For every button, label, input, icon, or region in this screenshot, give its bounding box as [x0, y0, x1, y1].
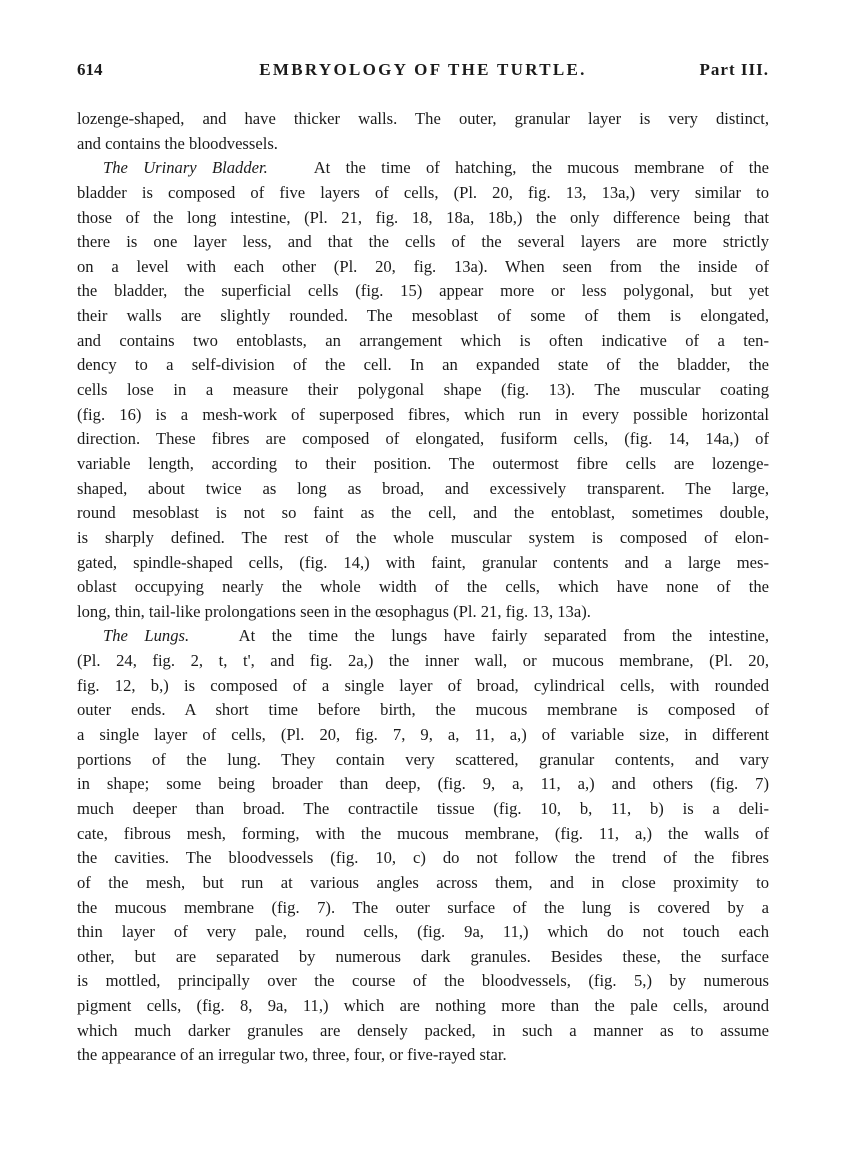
text-line-content: At the time of hatching, the mucous membrane of the: [313, 158, 769, 178]
text-line: oblast occupying nearly the whole width of the cells, which have none of the: [77, 577, 769, 597]
text-line: there is one layer less, and that the cells of the several layers are more strictly: [77, 232, 769, 252]
text-line: of the mesh, but run at various angles across them, and in close proximity to: [77, 872, 769, 892]
text-line: on a level with each other (Pl. 20, fig. 13a). When seen from the inside of: [77, 256, 769, 276]
text-line: bladder is composed of five layers of cells, (Pl. 20, fig. 13, 13a,) very similar to: [77, 182, 769, 202]
text-line: is mottled, principally over the course of the bloodvessels, (fig. 5,) by numerous: [77, 971, 769, 991]
text-line: [77, 624, 769, 649]
text-line: the mucous membrane (fig. 7). The outer surface of the lung is covered by a: [77, 897, 769, 917]
text-line: the appearance of an irregular two, three, four, or five-rayed star.: [77, 1045, 507, 1065]
page-number: 614: [77, 60, 103, 79]
text-line: and contains two entoblasts, an arrangement which is often indicative of a ten-: [77, 330, 769, 350]
text-line: the bladder, the superficial cells (fig. 15) appear more or less polygonal, but yet: [77, 281, 769, 301]
text-line: lozenge-shaped, and have thicker walls. The outer, granular layer is very distinct,: [77, 109, 769, 128]
text-line: the cavities. The bloodvessels (fig. 10, c) do not follow the trend of the fibres: [77, 848, 769, 868]
text-line: in shape; some being broader than deep, (fig. 9, a, 11, a,) and others (fig. 7): [77, 774, 769, 794]
section-heading-urinary-bladder: The Urinary Bladder.: [103, 158, 268, 178]
text-line: other, but are separated by numerous dark granules. Besides these, the surface: [77, 946, 769, 966]
text-line: [77, 156, 769, 181]
running-title: EMBRYOLOGY OF THE TURTLE.: [259, 60, 587, 79]
text-line: pigment cells, (fig. 8, 9a, 11,) which are nothing more than the pale cells, around: [77, 996, 769, 1016]
text-line: much deeper than broad. The contractile tissue (fig. 10, b, 11, b) is a deli-: [77, 798, 769, 818]
text-line: which much darker granules are densely packed, in such a manner as to assume: [77, 1020, 769, 1040]
section-heading-lungs: The Lungs.: [103, 626, 190, 646]
text-line: cate, fibrous mesh, forming, with the mucous membrane, (fig. 11, a,) the walls of: [77, 823, 769, 843]
text-line: shaped, about twice as long as broad, and excessively transparent. The large,: [77, 478, 769, 498]
text-line: those of the long intestine, (Pl. 21, fig. 18, 18a, 18b,) the only difference being that: [77, 207, 769, 227]
text-line: (Pl. 24, fig. 2, t, t', and fig. 2a,) the inner wall, or mucous membrane, (Pl. 20,: [77, 651, 769, 671]
text-line: dency to a self-division of the cell. In an expanded state of the bladder, the: [77, 355, 769, 375]
text-line: their walls are slightly rounded. The mesoblast of some of them is elongated,: [77, 306, 769, 326]
text-line: thin layer of very pale, round cells, (fig. 9a, 11,) which do not touch each: [77, 922, 769, 942]
text-line: fig. 12, b,) is composed of a single layer of broad, cylindrical cells, with rounded: [77, 675, 769, 695]
text-line-content: At the time the lungs have fairly separated from the intestine,: [238, 626, 769, 646]
text-line: gated, spindle-shaped cells, (fig. 14,) with faint, granular contents and a large mes-: [77, 552, 769, 572]
text-line: outer ends. A short time before birth, the mucous membrane is composed of: [77, 700, 769, 720]
text-line: a single layer of cells, (Pl. 20, fig. 7, 9, a, 11, a,) of variable size, in different: [77, 725, 769, 745]
text-line: portions of the lung. They contain very scattered, granular contents, and vary: [77, 749, 769, 769]
text-line: variable length, according to their position. The outermost fibre cells are lozenge-: [77, 453, 769, 473]
text-line: direction. These fibres are composed of elongated, fusiform cells, (fig. 14, 14a,) of: [77, 429, 769, 449]
text-line: round mesoblast is not so faint as the cell, and the entoblast, sometimes double,: [77, 503, 769, 523]
text-line: (fig. 16) is a mesh-work of superposed fibres, which run in every possible horizontal: [77, 404, 769, 424]
text-line: is sharply defined. The rest of the whole muscular system is composed of elon-: [77, 527, 769, 547]
running-head: [77, 60, 769, 88]
text-line: and contains the bloodvessels.: [77, 133, 278, 153]
body-text: [77, 107, 769, 1068]
part-label: Part III.: [699, 60, 769, 79]
text-line: cells lose in a measure their polygonal shape (fig. 13). The muscular coating: [77, 380, 769, 400]
text-line: long, thin, tail-like prolongations seen in the œsophagus (Pl. 21, fig. 13, 13a).: [77, 601, 591, 621]
